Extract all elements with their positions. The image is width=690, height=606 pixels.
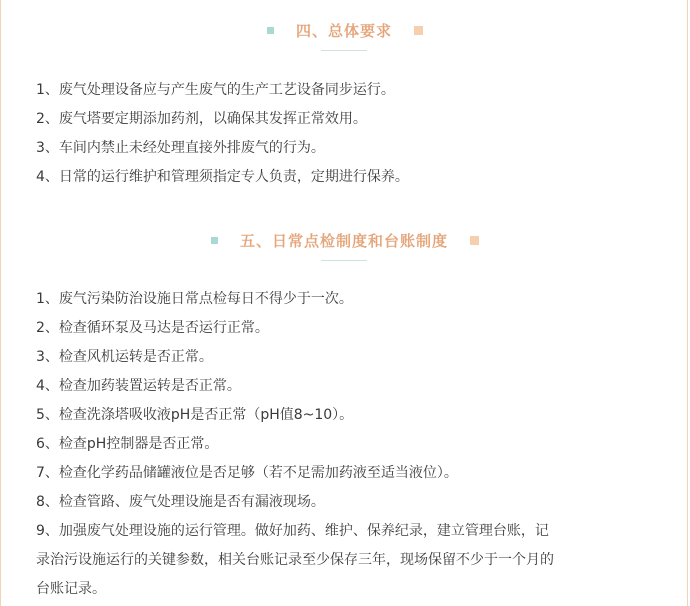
teal-square-icon [211,237,218,244]
list-item: 1、废气处理设备应与产生废气的生产工艺设备同步运行。 [36,82,395,98]
section-4-title: 四、总体要求 [274,20,414,41]
list-item: 2、检查循环泵及马达是否运行正常。 [36,320,269,336]
list-item: 7、检查化学药品储罐液位是否足够（若不足需加药液至适当液位）。 [36,465,458,481]
list-item: 2、废气塔要定期添加药剂，以确保其发挥正常效用。 [36,111,367,127]
list-item-9-line: 9、加强废气处理设施的运行管理。做好加药、维护、保养纪录，建立管理台账，记 [36,523,549,539]
section-5-heading [0,230,690,251]
list-item: 8、检查管路、废气处理设施是否有漏液现场。 [36,494,325,510]
section-4-list [36,76,666,192]
list-item: 4、日常的运行维护和管理须指定专人负责，定期进行保养。 [36,169,409,185]
section-5-title: 五、日常点检制度和台账制度 [218,230,470,251]
peach-square-icon [470,236,479,245]
list-item-9-line: 台账记录。 [36,581,106,597]
list-item: 4、检查加药装置运转是否正常。 [36,378,241,394]
section-5-list [36,285,666,604]
teal-square-icon [267,27,274,34]
list-item: 1、废气污染防治设施日常点检每日不得少于一次。 [36,291,353,307]
list-item: 3、检查风机运转是否正常。 [36,349,213,365]
list-item: 6、检查pH控制器是否正常。 [36,436,219,452]
section-4-heading [0,20,690,41]
list-item-9-line: 录治污设施运行的关键参数，相关台账记录至少保存三年，现场保留不少于一个月的 [36,552,554,568]
list-item: 5、检查洗涤塔吸收液pH是否正常（pH值8~10）。 [36,407,354,423]
peach-square-icon [414,26,423,35]
list-item: 3、车间内禁止未经处理直接外排废气的行为。 [36,140,325,156]
